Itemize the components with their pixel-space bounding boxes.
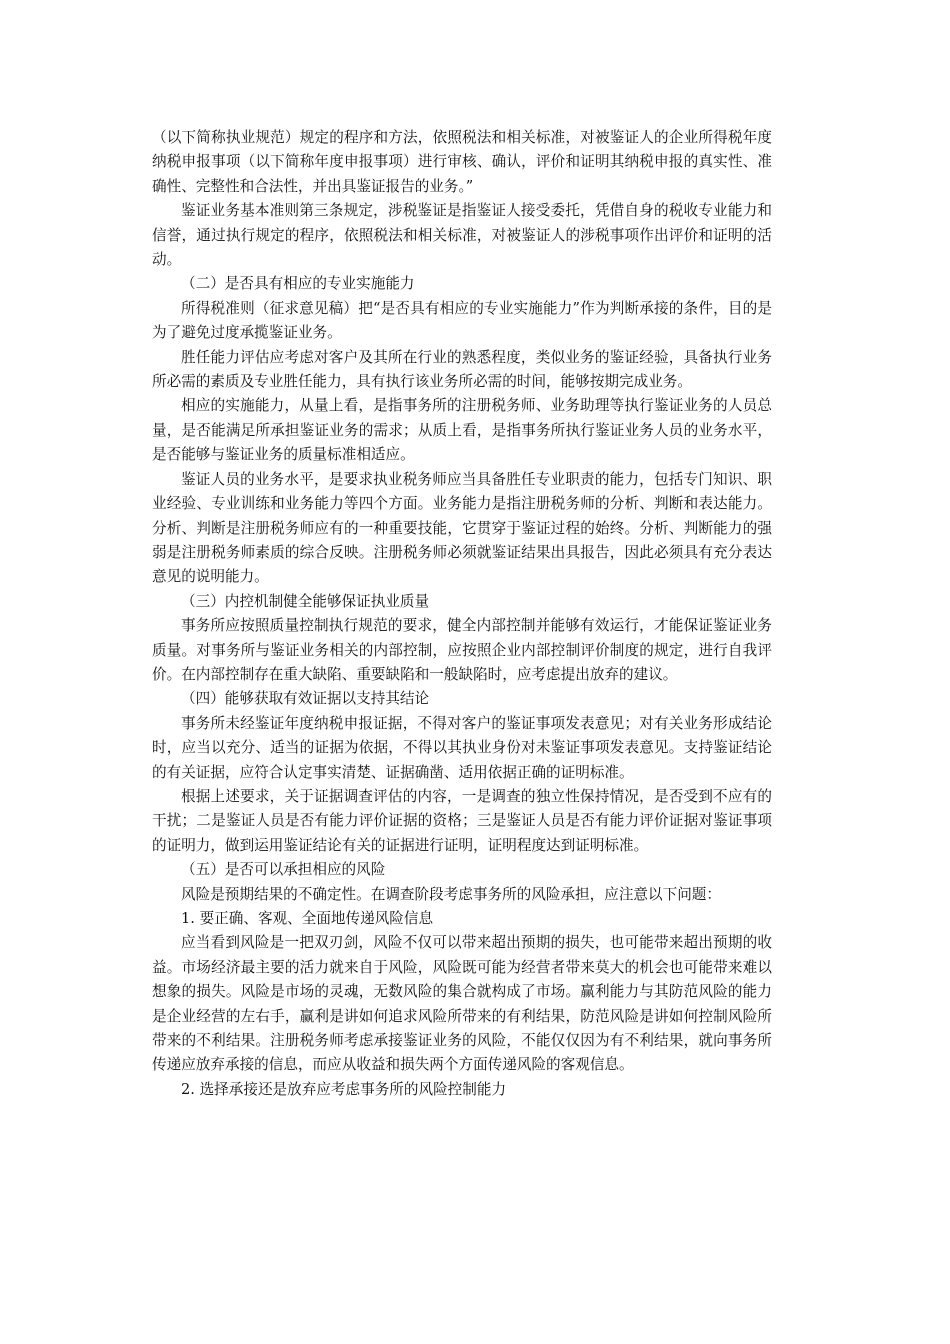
section-heading-3: （三）内控机制健全能够保证执业质量: [181, 592, 430, 610]
paragraph-body: 根据上述要求，关于证据调查评估的内容，一是调查的独立性保持情况，是否受到不应有的干扰；二是鉴证人员是否有能力评价证据的资格；三是鉴证人员是否有能力评价证据对鉴证事项的证明力，做到运用鉴证结论有关的证据进行证明，证明程度达到证明标准。: [152, 787, 772, 854]
subsection-heading-2: 2. 选择承接还是放弃应考虑事务所的风险控制能力: [181, 1080, 507, 1098]
paragraph-body: 应当看到风险是一把双刃剑，风险不仅可以带来超出预期的损失，也可能带来超出预期的收益。市场经济最主要的活力就来自于风险，风险既可能为经营者带来莫大的机会也可能带来难以想象的损失。风险是市场的灵魂，无数风险的集合就构成了市场。赢利能力与其防范风险的能力是企业经营的左右手，赢利是讲如何追求风险所带来的有利结果，防范风险是讲如何控制风险所带来的不利结果。注册税务师考虑承接鉴证业务的风险，不能仅仅因为有不利结果，就向事务所传递应放弃承接的信息，而应从收益和损失两个方面传递风险的客观信息。: [152, 934, 772, 1074]
paragraph-body: 事务所未经鉴证年度纳税申报证据，不得对客户的鉴证事项发表意见；对有关业务形成结论时，应当以充分、适当的证据为依据，不得以其执业身份对未鉴证事项发表意见。支持鉴证结论的有关证据，应符合认定事实清楚、证据确凿、适用依据正确的证明标准。: [152, 714, 772, 781]
subsection-heading-1: 1. 要正确、客观、全面地传递风险信息: [181, 910, 434, 927]
paragraph-body: 事务所应按照质量控制执行规范的要求，健全内部控制并能够有效运行，才能保证鉴证业务质量。对事务所与鉴证业务相关的内部控制，应按照企业内部控制评价制度的规定，进行自我评价。在内部控制存在重大缺陷、重要缺陷和一般缺陷时，应考虑提出放弃的建议。: [152, 617, 772, 683]
paragraph-body: 鉴证业务基本准则第三条规定，涉税鉴证是指鉴证人接受委托，凭借自身的税收专业能力和信誉，通过执行规定的程序，依照税法和相关标准，对被鉴证人的涉税事项作出评价和证明的活动。: [152, 202, 772, 269]
section-heading-4: （四）能够获取有效证据以支持其结论: [181, 690, 430, 708]
paragraph-body: 风险是预期结果的不确定性。在调查阶段考虑事务所的风险承担，应注意以下问题：: [181, 885, 721, 903]
paragraph-body: 相应的实施能力，从量上看，是指事务所的注册税务师、业务助理等执行鉴证业务的人员总量，是否能满足所承担鉴证业务的需求；从质上看，是指事务所执行鉴证业务人员的业务水平，是否能够与鉴证业务的质量标准相适应。: [152, 397, 772, 464]
paragraph-body: 鉴证人员的业务水平，是要求执业税务师应当具备胜任专业职责的能力，包括专门知识、职业经验、专业训练和业务能力等四个方面。业务能力是指注册税务师的分析、判断和表达能力。分析、判断是注册税务师应有的一种重要技能，它贯穿于鉴证过程的始终。分析、判断能力的强弱是注册税务师素质的综合反映。注册税务师必须就鉴证结果出具报告，因此必须具有充分表达意见的说明能力。: [152, 470, 772, 586]
section-heading-5: （五）是否可以承担相应的风险: [181, 861, 386, 879]
paragraph-body: 所得税准则（征求意见稿）把“是否具有相应的专业实施能力”作为判断承接的条件，目的是为了避免过度承揽鉴证业务。: [152, 299, 772, 342]
paragraph-body: 胜任能力评估应考虑对客户及其所在行业的熟悉程度，类似业务的鉴证经验，具备执行业务所必需的素质及专业胜任能力，具有执行该业务所必需的时间，能够按期完成业务。: [152, 348, 772, 391]
paragraph-continuation: （以下简称执业规范）规定的程序和方法，依照税法和相关标准，对被鉴证人的企业所得税年度纳税申报事项（以下简称年度申报事项）进行审核、确认，评价和证明其纳税申报的真实性、准确性、完整性和合法性，并出具鉴证报告的业务。”: [152, 129, 772, 195]
document-page: [152, 126, 772, 1102]
section-heading-2: （二）是否具有相应的专业实施能力: [181, 275, 415, 293]
